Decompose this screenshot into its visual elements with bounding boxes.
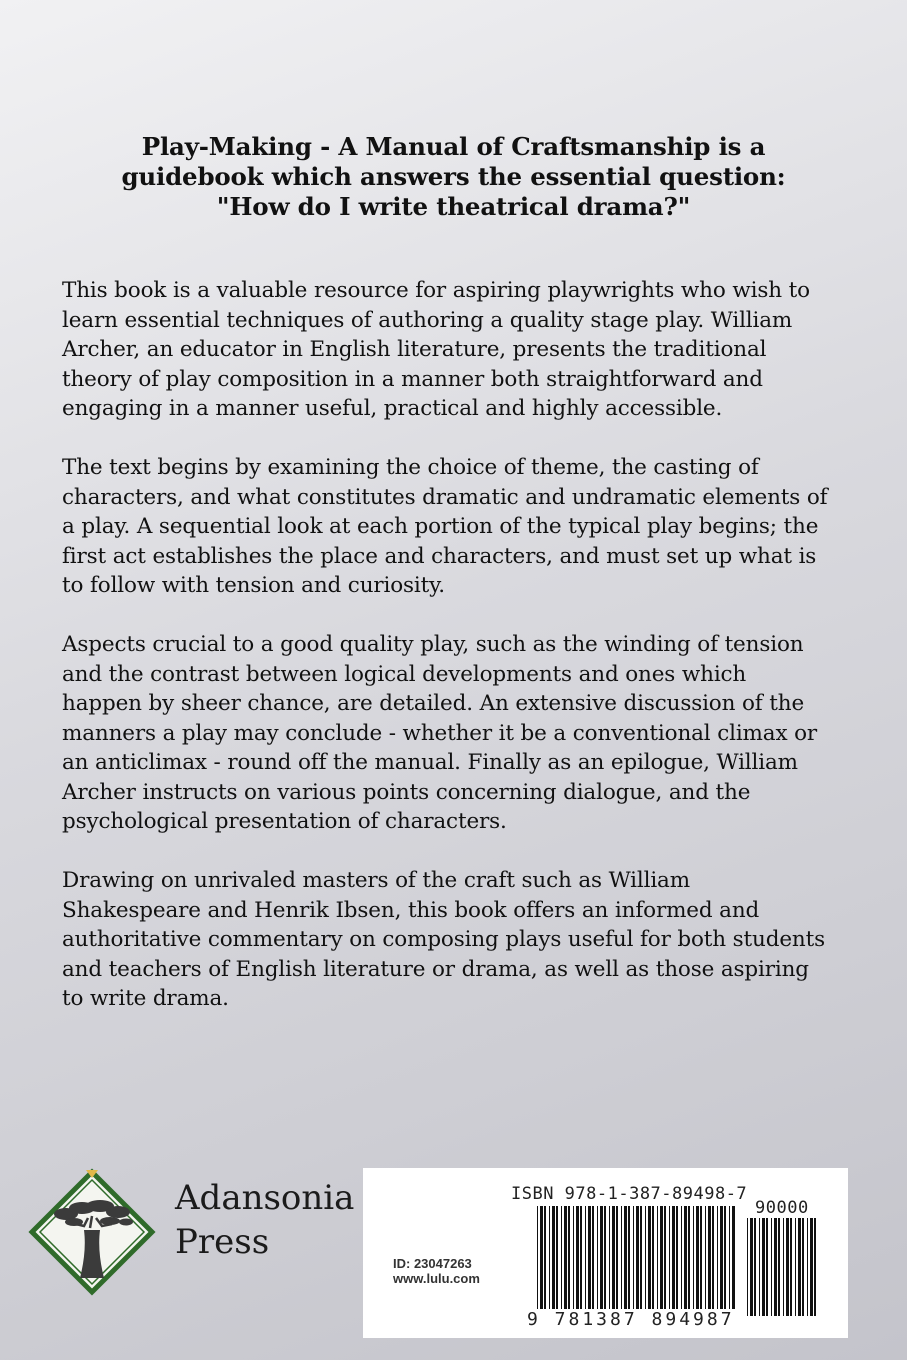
barcode-bar [616, 1206, 618, 1318]
text-line: and teachers of English literature or drama, as well as those aspiring [62, 956, 809, 982]
barcode-bar [636, 1206, 639, 1318]
barcode-bar [592, 1206, 594, 1318]
heading-line: guidebook which answers the essential question: [121, 162, 786, 191]
barcode-bar [712, 1206, 714, 1318]
barcode-bar [604, 1206, 606, 1318]
heading-line: "How do I write theatrical drama?" [216, 192, 691, 221]
barcode-bar [720, 1206, 723, 1318]
barcode-bar [669, 1206, 670, 1318]
barcode-bar [754, 1218, 756, 1316]
barcode-bar [556, 1206, 558, 1318]
text-line: Aspects crucial to a good quality play, such as the winding of tension [62, 632, 804, 657]
text-line: authoritative commentary on composing plays useful for both students [62, 927, 825, 952]
barcode-bar [708, 1206, 711, 1318]
barcode-bar [648, 1206, 651, 1318]
isbn-barcode-panel [363, 1168, 848, 1338]
barcode-bar [585, 1206, 586, 1318]
text-line: theory of play composition in a manner both straightforward and [62, 366, 763, 392]
barcode-bar [705, 1206, 706, 1318]
barcode-bar [645, 1206, 646, 1318]
text-line: This book is a valuable resource for aspiring playwrights who wish to [62, 278, 810, 303]
barcode-digits: 9 781387 894987 [527, 1309, 735, 1330]
text-line: to write drama. [62, 986, 229, 1011]
blurb-paragraph-1 [62, 276, 862, 424]
barcode-bar [810, 1218, 813, 1316]
barcode-bar [576, 1206, 579, 1318]
barcode-bar [732, 1206, 735, 1318]
text-line: learn essential techniques of authoring a quality stage play. William [62, 307, 793, 333]
barcode-bar [657, 1206, 658, 1318]
barcode-bar [660, 1206, 663, 1318]
barcode-bar [681, 1206, 682, 1318]
text-line: happen by sheer chance, are detailed. An extensive discussion of the [62, 691, 805, 716]
text-line: Shakespeare and Henrik Ibsen, this book offers an informed and [62, 897, 760, 923]
blurb-paragraph-3 [62, 630, 862, 837]
text-line: Drawing on unrivaled masters of the craft such as William [62, 868, 690, 893]
barcode-bar [762, 1218, 765, 1316]
barcode-bar [600, 1206, 603, 1318]
barcode-bar [759, 1218, 760, 1316]
barcode-bar [696, 1206, 699, 1318]
barcode-bar [747, 1218, 748, 1316]
blurb-body [62, 276, 862, 1043]
barcode-bar [537, 1206, 538, 1318]
barcode-bar [624, 1206, 627, 1318]
barcode-bar [540, 1206, 543, 1318]
barcode-bar [693, 1206, 694, 1318]
barcode-bar [544, 1206, 546, 1318]
barcode-bar [790, 1218, 792, 1316]
text-line: to follow with tension and curiosity. [62, 573, 445, 598]
barcode-bar [628, 1206, 630, 1318]
barcode-bar [798, 1218, 801, 1316]
barcode-bar [724, 1206, 726, 1318]
barcode-bar [597, 1206, 598, 1318]
barcode-bar [672, 1206, 675, 1318]
text-line: an anticlimax - round off the manual. Finally as an epilogue, William [62, 750, 798, 775]
barcode-bar [786, 1218, 789, 1316]
barcode-bar [549, 1206, 550, 1318]
barcode-bar [621, 1206, 622, 1318]
barcode-bar [700, 1206, 702, 1318]
barcode-bar [783, 1218, 784, 1316]
text-line: Archer, an educator in English literature, presents the traditional [62, 337, 767, 362]
heading-line: Play-Making - A Manual of Craftsmanship is a [141, 132, 766, 161]
barcode-bar [561, 1206, 562, 1318]
barcode-bar [684, 1206, 687, 1318]
barcode-bar [580, 1206, 582, 1318]
barcode-bar [573, 1206, 574, 1318]
barcode-bar [640, 1206, 642, 1318]
text-line: engaging in a manner useful, practical and highly accessible. [62, 396, 723, 421]
barcode-bar [778, 1218, 780, 1316]
price-code: 90000 [755, 1198, 809, 1218]
barcode-bar [612, 1206, 615, 1318]
publisher-name-line: Adansonia [175, 1178, 355, 1218]
barcode-bar [652, 1206, 654, 1318]
barcode-bar [568, 1206, 570, 1318]
barcode-bar [717, 1206, 718, 1318]
barcode-bar [588, 1206, 591, 1318]
isbn-label: ISBN 978-1-387-89498-7 [511, 1184, 748, 1204]
lulu-url-text: www.lulu.com [393, 1271, 480, 1286]
publisher-name [175, 1176, 354, 1264]
lulu-id-text: ID: 23047263 [393, 1256, 472, 1271]
barcode-bar [750, 1218, 753, 1316]
price-addon-barcode [745, 1218, 821, 1316]
barcode-bar [766, 1218, 768, 1316]
text-line: first act establishes the place and characters, and must set up what is [62, 543, 817, 569]
ean13-barcode [535, 1206, 739, 1318]
barcode-bar [564, 1206, 567, 1318]
barcode-bar [807, 1218, 808, 1316]
barcode-bar [633, 1206, 634, 1318]
baobab-tree-diamond-logo-icon [26, 1166, 158, 1298]
barcode-bar [802, 1218, 804, 1316]
text-line: The text begins by examining the choice of theme, the casting of [62, 455, 759, 480]
blurb-paragraph-4 [62, 866, 862, 1014]
text-line: Archer instructs on various points concerning dialogue, and the [62, 779, 751, 805]
text-line: manners a play may conclude - whether it be a conventional climax or [62, 720, 818, 746]
barcode-bar [664, 1206, 666, 1318]
barcode-bar [676, 1206, 678, 1318]
blurb-paragraph-2 [62, 453, 862, 601]
text-line: characters, and what constitutes dramatic and undramatic elements of [62, 484, 828, 510]
publisher-name-line: Press [175, 1222, 270, 1262]
lulu-identifier [393, 1256, 480, 1286]
barcode-bar [729, 1206, 730, 1318]
barcode-bar [552, 1206, 555, 1318]
text-line: psychological presentation of characters. [62, 809, 507, 834]
barcode-bar [609, 1206, 610, 1318]
barcode-bar [688, 1206, 690, 1318]
back-cover-heading [60, 132, 847, 222]
text-line: and the contrast between logical developments and ones which [62, 661, 747, 687]
barcode-bar [795, 1218, 796, 1316]
text-line: a play. A sequential look at each portion of the typical play begins; the [62, 514, 819, 539]
barcode-bar [774, 1218, 777, 1316]
barcode-bar [814, 1218, 816, 1316]
barcode-bar [771, 1218, 772, 1316]
